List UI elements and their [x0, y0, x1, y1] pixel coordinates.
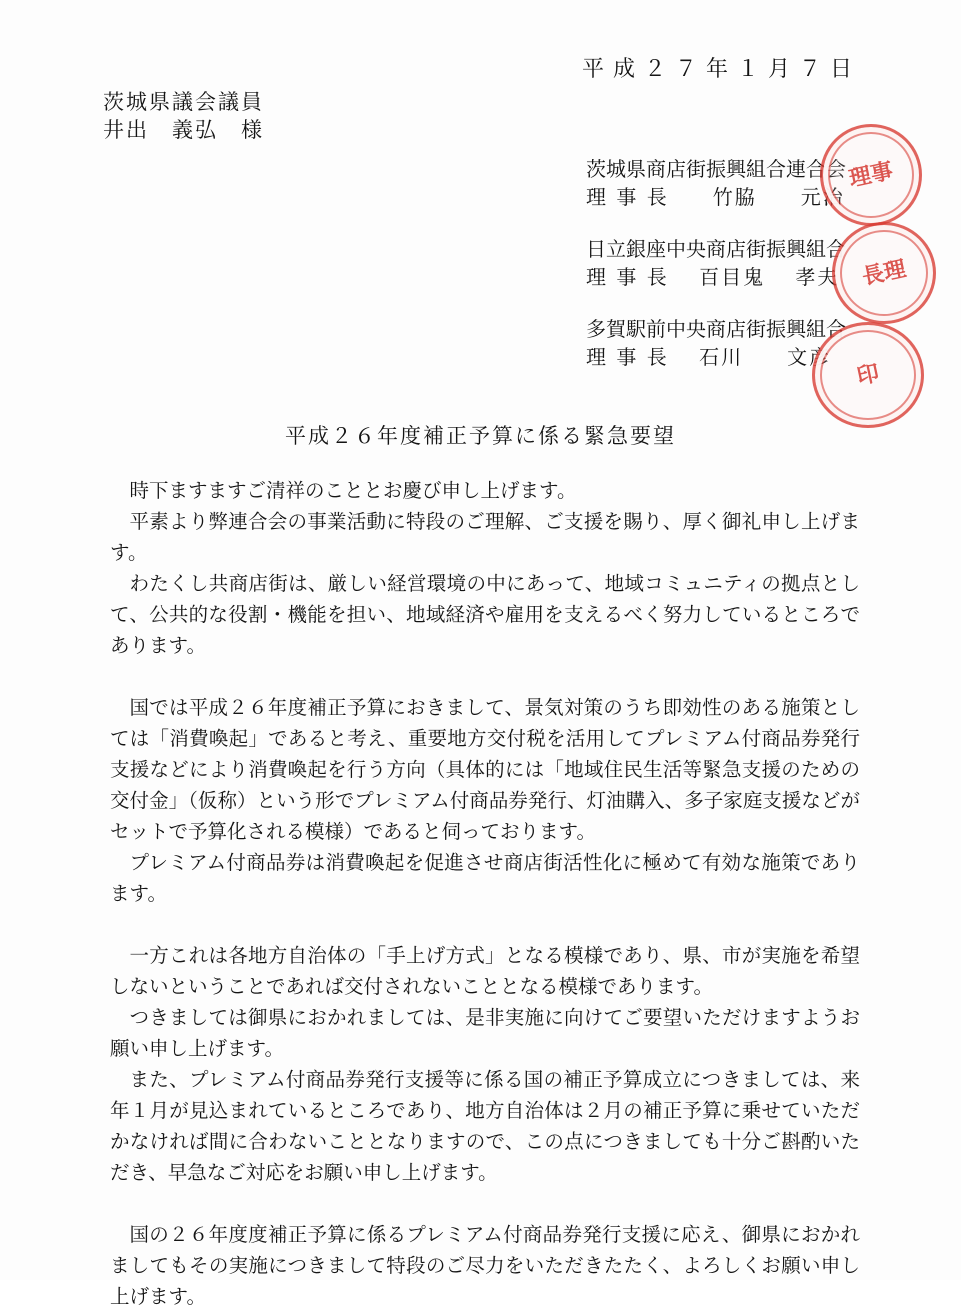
body-paragraph: 国では平成２６年度補正予算におきまして、景気対策のうち即効性のある施策としては「消費喚起」であると考え、重要地方交付税を活用してプレミアム付商品券発行支援などにより消費喚起を行う方向（具体的には「地域住民生活等緊急支援のための交付金」（仮称）という形でプレミアム付商品券発行、灯油購入、多子家庭支援などがセットで予算化される模様）であると伺っております。: [110, 696, 860, 843]
body-paragraph: つきましては御県におかれましては、是非実施に向けてご要望いただけますようお願い申し上げます。: [110, 1006, 860, 1060]
red-seal-stamp-icon: [820, 124, 922, 226]
body-paragraph: 国の２６年度度補正予算に係るプレミアム付商品券発行支援に応え、御県におかれましてもその実施につきまして特段のご尽力をいただきたたく、よろしくお願い申し上げます。: [110, 1223, 860, 1308]
body-paragraph: わたくし共商店街は、厳しい経営環境の中にあって、地域コミュニティの拠点として、公共的な役割・機能を担い、地域経済や雇用を支えるべく努力しているところであります。: [110, 572, 860, 657]
recipient-block: [103, 88, 264, 144]
recipient-title: 茨城県議会議員: [103, 90, 264, 114]
body-paragraph: 平素より弊連合会の事業活動に特段のご理解、ご支援を賜り、厚く御礼申し上げます。: [110, 510, 860, 564]
sender-representative: 理 事 長 百目鬼 孝夫: [586, 265, 840, 289]
sender-org: 多賀駅前中央商店街振興組合: [586, 317, 846, 341]
paragraph-gap: [110, 909, 860, 940]
body-paragraph: また、プレミアム付商品券発行支援等に係る国の補正予算成立につきましては、来年１月が見込まれているところであり、地方自治体は２月の補正予算に乗せていただかなければ間に合わないこととなりますので、この点につきましても十分ご斟酌いただき、早急なご対応をお願い申し上げます。: [110, 1068, 860, 1184]
seal-text: 長理: [859, 255, 909, 291]
body-paragraph: プレミアム付商品券は消費喚起を促進させ商店街活性化に極めて有効な施策であります。: [110, 851, 860, 905]
seal-text: 印: [854, 359, 882, 391]
sender-representative: 理 事 長 石川 文彦: [586, 345, 832, 369]
red-seal-stamp-icon: [832, 222, 936, 324]
paragraph-gap: [110, 661, 860, 692]
seal-text: 理事: [846, 157, 896, 193]
sender-org: 茨城県商店街振興組合連合会: [586, 157, 846, 181]
document-title: 平成２６年度補正予算に係る緊急要望: [285, 424, 676, 448]
recipient-name: 井出 義弘 様: [103, 118, 264, 142]
red-seal-stamp-icon: [812, 322, 924, 428]
paragraph-gap: [110, 1188, 860, 1219]
body-paragraph: 時下ますますご清祥のこととお慶び申し上げます。: [129, 479, 577, 502]
letter-date: 平成２７年１月７日: [581, 57, 861, 82]
letter-body: [110, 475, 860, 1312]
sender-representative: 理 事 長 竹脇 元治: [586, 185, 845, 209]
body-paragraph: 一方これは各地方自治体の「手上げ方式」となる模様であり、県、市が実施を希望しないということであれば交付されないこととなる模様であります。: [110, 944, 860, 998]
sender-org: 日立銀座中央商店街振興組合: [586, 237, 846, 261]
